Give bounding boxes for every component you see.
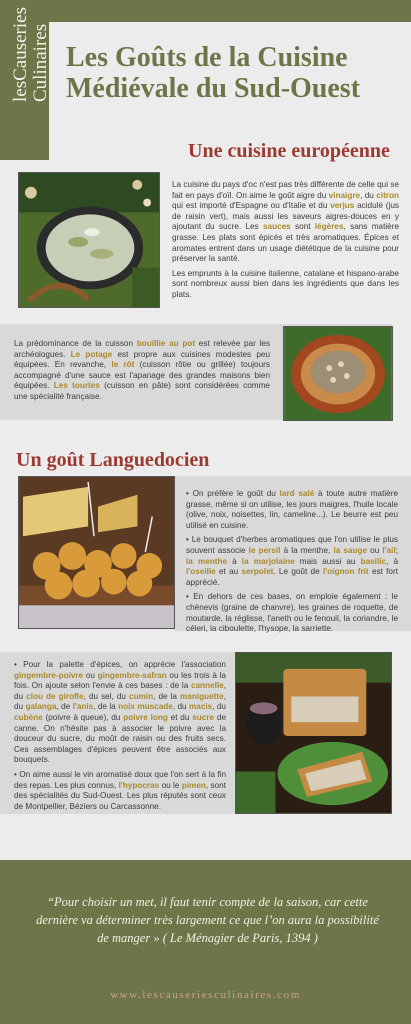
cooking-paragraph: La prédominance de la cuisson bouillie au pot est relevée par les archéologues. Le potage est propre aux cuisines modestes peu équipées. En revanche, le rôt (cuisson rôtie ou grillée) toujours accompagné d'une sauce est l'apanage des grandes maisons bien équipées. Les tourtes (cuisson en pâte) sont considérées comme une spécialité française.: [14, 339, 270, 401]
european-paragraph-2: Les emprunts à la cuisine italienne, catalane et hispano-arabe sont nombreux aussi bien dans les ingrédients que dans les plats.: [172, 268, 399, 299]
highlighted-term: cannelle: [190, 681, 224, 691]
section-title-languedoc: Un goût Languedocien: [16, 449, 210, 471]
highlighted-term: gingembre-poivre: [14, 670, 84, 680]
spices-paragraph-2: • On aime aussi le vin aromatisé doux que l'on sert à la fin des repas. Les plus connus, l'hypocras ou le pimen, sont des spécialités du Sud-Ouest. Les plus réputés sont ceux de Montpellier, Béziers ou Carcassonne.: [14, 769, 226, 811]
highlighted-term: galanga: [25, 702, 57, 712]
bowl-of-beans-photo: [283, 326, 393, 421]
european-text: [172, 180, 399, 305]
highlighted-term: Le potage: [70, 349, 113, 359]
highlighted-term: l'hypocras: [118, 780, 160, 790]
highlighted-term: l'oignon frit: [322, 567, 369, 577]
brand-band: [0, 0, 49, 160]
highlighted-term: poivre long: [123, 712, 168, 722]
highlighted-term: pimen: [181, 780, 206, 790]
highlighted-term: vinaigre: [328, 190, 361, 200]
page-title: Les Goûts de la Cuisine Médiévale du Sud-Ouest: [66, 42, 361, 104]
highlighted-term: l'ail: [382, 545, 396, 555]
herbs-paragraph-1: • On préfère le goût du lard salé à toute autre matière grasse, même si on utilise, les jours maigres, l'huile locale (olive, noix, noisettes, lin, cameline...). Le beurre est peu utilisé en cuisine.: [186, 489, 399, 530]
herbs-paragraph-2: • Le bouquet d'herbes aromatiques que l'on utilise le plus souvent associe le persil à la menthe, la sauge ou l'ail; la menthe à la marjolaine mais aussi au basilic, à l'oseille et au serpolet. Le goût de l'oignon frit est fort apprécié.: [186, 535, 399, 587]
highlighted-term: l'anis: [72, 702, 94, 712]
highlighted-term: macis: [189, 702, 213, 712]
herbs-paragraph-3: • En dehors de ces bases, on emploie également : le chènevis (graine de chanvre), les graines de roquette, de moutarde, la réglisse, l'aneth ou le fenouil, la coriandre, le céleri, la ciboulette, l'hysope, la sarriette.: [186, 592, 398, 634]
top-strip: [0, 0, 411, 22]
website-link[interactable]: www.lescauseriesculinaires.com: [110, 989, 301, 1001]
highlighted-term: la marjolaine: [241, 556, 295, 566]
highlighted-term: clou de girofle: [26, 691, 84, 701]
highlighted-term: l'oseille: [186, 567, 216, 577]
herbs-text: [186, 489, 398, 639]
brand-line-2: Culinaires: [30, 23, 51, 102]
spices-text: [14, 660, 226, 816]
highlighted-term: verjus: [330, 201, 355, 211]
cooking-text: [14, 339, 270, 407]
footer-quote: “Pour choisir un met, il faut tenir compte de la saison, car cette dernière va déterminer très largement ce que l’on aura la possibilité de manger » ( Le Ménagier de Paris, 1394 ): [36, 895, 379, 945]
highlighted-term: le rôt: [111, 360, 135, 370]
spices-paragraph-1: • Pour la palette d'épices, on apprécie l'association gingembre-poivre ou gingembre-safran ou les trois à la fois. On ajoute selon l'envie à ces bases : de la cannelle, du clou de girofle, du sel, du cumin, de la maniguette, du galanga, de l'anis, de la noix muscade, du macis, du cubène (poivre à queue), du poivre long et du sucre de canne. On n'hésite pas à associer le poivre avec la douceur du sucre, du moût de raisin ou des fruits secs. Ces assemblages d'épices peuvent être associés aux bouquets.: [14, 660, 227, 765]
section-title-european: Une cuisine européenne: [188, 140, 390, 162]
gougeres-cheese-photo: [18, 476, 175, 629]
highlighted-term: Les tourtes: [53, 381, 100, 391]
highlighted-term: noix muscade: [118, 702, 173, 712]
european-paragraph-1: La cuisine du pays d'oc n'est pas très différente de celle qui se fait en pays d'oïl. On aime le goût aigre du vinaigre, du citron qui est importé d'Espagne ou d'Italie et du verjus acidulé (jus de raisin vert), mais aussi les saveurs aigres-douces en y ajoutant du sucre. Les sauces sont légères, sans matière grasse. Les plats sont épicés et très aromatiques. Épices et aromates entrent dans un usage diététique de la cuisine pour préserver la santé.: [172, 180, 400, 264]
highlighted-term: légères: [314, 222, 344, 232]
highlighted-term: sauces: [262, 222, 291, 232]
highlighted-term: citron: [376, 190, 399, 200]
highlighted-term: sucre: [192, 712, 215, 722]
highlighted-term: lard salé: [279, 489, 315, 498]
pate-en-croute-photo: [235, 652, 392, 814]
highlighted-term: maniguette: [180, 691, 224, 701]
brand-line-1: lesCauseries: [10, 7, 31, 102]
highlighted-term: la menthe: [186, 556, 228, 566]
highlighted-term: cubène: [14, 712, 43, 722]
highlighted-term: gingembre-safran: [97, 670, 167, 680]
brand-logo: [4, 6, 51, 156]
highlighted-term: la sauge: [333, 545, 368, 555]
highlighted-term: serpolet: [241, 567, 274, 577]
highlighted-term: cumin: [129, 691, 154, 701]
soup-bowl-photo: [18, 172, 160, 308]
highlighted-term: le persil: [248, 545, 281, 555]
highlighted-term: bouillie au pot: [136, 339, 196, 348]
highlighted-term: basilic: [360, 556, 387, 566]
